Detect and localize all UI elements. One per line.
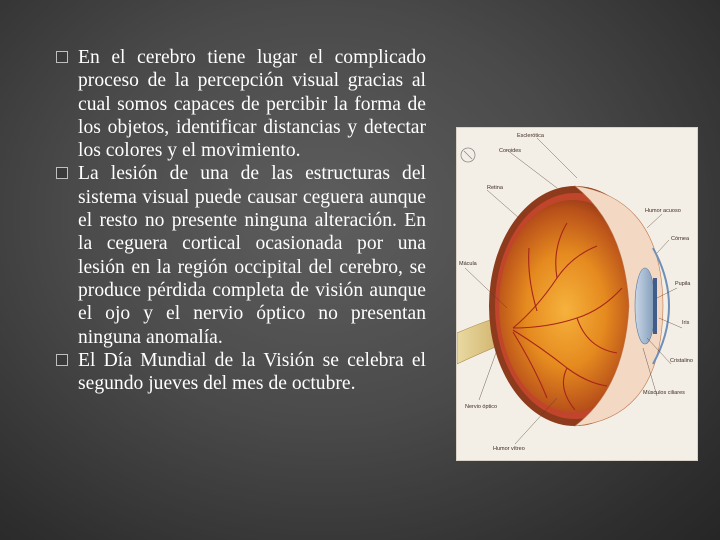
bullet-list <box>56 46 426 395</box>
eye-anatomy-figure <box>457 128 697 460</box>
iris <box>653 278 657 334</box>
label-iris: Iris <box>682 320 690 326</box>
bullet-marker-icon <box>56 167 68 179</box>
bullet-item <box>56 46 426 162</box>
bullet-marker-icon <box>56 51 68 63</box>
bullet-item <box>56 162 426 348</box>
label-cristalino: Cristalino <box>670 358 693 364</box>
bullet-marker-icon <box>56 354 68 366</box>
label-pupila: Pupila <box>675 281 691 287</box>
bullet-item <box>56 349 426 396</box>
bullet-text: En el cerebro tiene lugar el complicado proceso de la percepción visual gracias al cual somos capaces de percibir la forma de los objetos, identificar distancias y detectar los colores y el movimiento. <box>78 47 426 162</box>
label-nervio-optico: Nervio óptico <box>465 404 498 410</box>
bullet-text: La lesión de una de las estructuras del sistema visual puede causar ceguera aunque el resto no presente ninguna alteración. En la ceguera cortical ocasionada por una lesión en la región occipital del cerebro, se produce pérdida completa de visión aunque el ojo y el nervio óptico no presentan ninguna anomalía. <box>78 163 426 348</box>
label-humor-acuoso: Humor acuoso <box>645 208 681 214</box>
label-cornea: Córnea <box>671 236 690 242</box>
eye-anatomy-diagram <box>457 128 697 460</box>
bullet-text: El Día Mundial de la Visión se celebra el segundo jueves del mes de octubre. <box>78 349 426 395</box>
label-humor-vitreo: Humor vítreo <box>493 446 525 452</box>
label-retina: Retina <box>487 185 503 191</box>
label-macula: Mácula <box>459 261 477 267</box>
label-musculos-ciliares: Músculos ciliares <box>643 390 685 396</box>
crystalline-lens <box>635 268 655 344</box>
label-esclerotica: Esclerótica <box>517 133 544 139</box>
label-coroides: Coroides <box>499 148 522 154</box>
close-circle-icon <box>461 148 475 162</box>
